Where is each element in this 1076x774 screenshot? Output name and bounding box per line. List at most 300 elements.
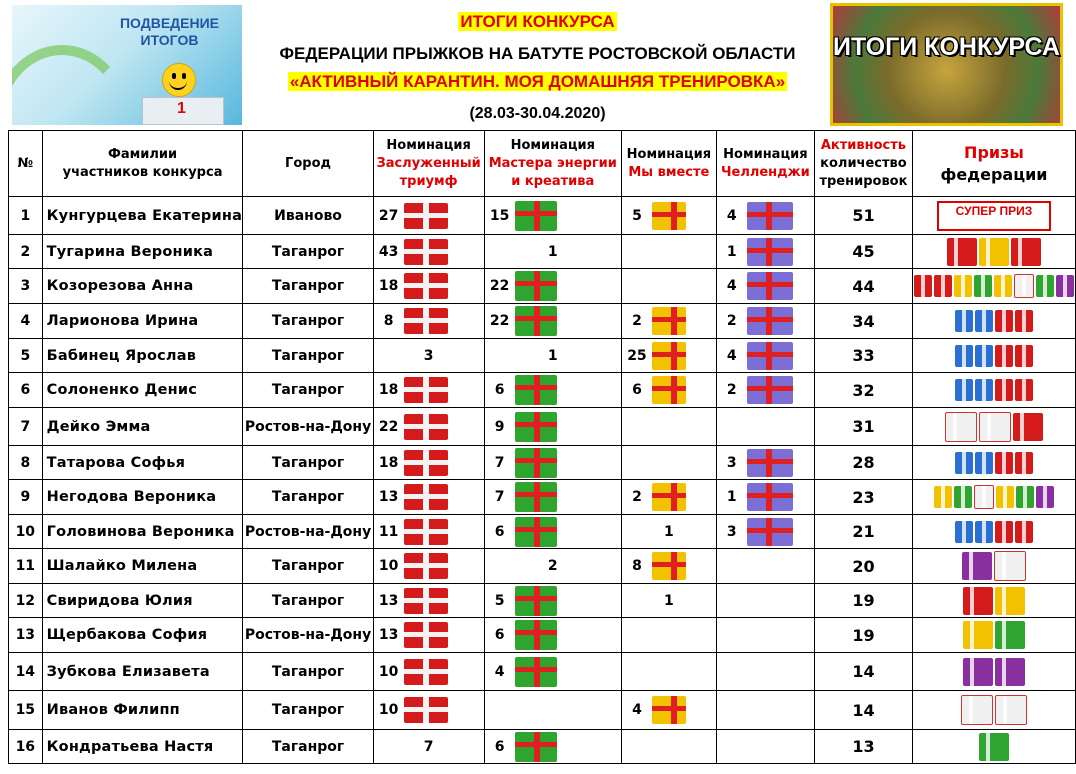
nomination-triumph — [373, 618, 484, 653]
row-number: 10 — [9, 515, 43, 549]
participant-name: Солоненко Денис — [42, 373, 243, 408]
activity-count: 32 — [814, 373, 912, 408]
nomination-score: 3 — [423, 347, 434, 364]
nomination-score: 5 — [494, 592, 505, 609]
participant-city: Таганрог — [243, 549, 373, 584]
nomination-score: 1 — [726, 243, 737, 260]
prize-gift-icon — [1015, 345, 1033, 367]
nomination-together — [621, 549, 716, 584]
nomination-score: 1 — [547, 243, 558, 260]
nomination-challenge — [716, 480, 814, 515]
nomination-challenge — [716, 618, 814, 653]
podium-icon — [142, 97, 224, 125]
gift-icon — [515, 375, 557, 405]
prize-gift-icon — [975, 521, 993, 543]
nomination-score: 10 — [378, 702, 399, 718]
gift-icon — [652, 342, 686, 370]
activity-count: 34 — [814, 304, 912, 339]
prize-gift-icon — [914, 275, 932, 297]
nomination-challenge — [716, 691, 814, 730]
nomination-score: 22 — [489, 278, 510, 294]
col-num: № — [9, 131, 43, 197]
nomination-score: 6 — [494, 382, 505, 398]
prize-gift-icon — [975, 452, 993, 474]
nomination-score: 27 — [378, 207, 399, 224]
table-row — [9, 618, 1076, 653]
table-row — [9, 304, 1076, 339]
gift-icon — [652, 376, 686, 404]
gift-icon — [404, 239, 448, 265]
federation-prizes — [912, 339, 1075, 373]
nomination-challenge — [716, 584, 814, 618]
col-activity: Активность количество тренировок — [814, 131, 912, 197]
nomination-score: 15 — [489, 207, 510, 224]
nomination-triumph — [373, 373, 484, 408]
activity-count: 14 — [814, 691, 912, 730]
super-prize-sticker: СУПЕР ПРИЗ — [937, 201, 1051, 231]
prize-gift-icon — [1015, 521, 1033, 543]
results-banner-text: ИТОГИ КОНКУРСА — [833, 33, 1060, 61]
participant-city: Таганрог — [243, 235, 373, 269]
nomination-together — [621, 691, 716, 730]
nomination-score: 9 — [494, 418, 505, 435]
nomination-energy — [484, 730, 621, 764]
nomination-score: 6 — [494, 627, 505, 643]
nomination-triumph — [373, 339, 484, 373]
nomination-triumph — [373, 730, 484, 764]
activity-count: 20 — [814, 549, 912, 584]
col-nomination-together: Номинация Мы вместе — [621, 131, 716, 197]
smiley-icon — [162, 63, 196, 97]
nomination-score: 6 — [494, 738, 505, 755]
prize-gift-icon — [1015, 310, 1033, 332]
nomination-score: 4 — [726, 347, 737, 364]
title-line-2: ФЕДЕРАЦИИ ПРЫЖКОВ НА БАТУТЕ РОСТОВСКОЙ ОБЛАСТИ — [279, 44, 796, 63]
prize-gift-icon — [975, 379, 993, 401]
nomination-score: 2 — [547, 558, 558, 574]
participant-city: Ростов-на-Дону — [243, 408, 373, 446]
nomination-score: 2 — [726, 382, 737, 398]
nomination-score: 1 — [726, 489, 737, 505]
prize-gift-icon — [974, 275, 992, 297]
participant-name: Шалайко Милена — [42, 549, 243, 584]
table-row — [9, 269, 1076, 304]
gift-icon — [404, 659, 448, 685]
participant-name: Иванов Филипп — [42, 691, 243, 730]
nomination-energy — [484, 549, 621, 584]
gift-icon — [652, 696, 686, 724]
prize-gift-icon — [995, 621, 1025, 649]
gift-icon — [404, 519, 448, 545]
gift-icon — [515, 620, 557, 650]
row-number: 14 — [9, 653, 43, 691]
table-row — [9, 691, 1076, 730]
podium-place: 1 — [177, 100, 186, 117]
nomination-together — [621, 197, 716, 235]
nomination-energy — [484, 408, 621, 446]
gift-icon — [652, 202, 686, 230]
participant-city: Таганрог — [243, 480, 373, 515]
row-number: 11 — [9, 549, 43, 584]
activity-count: 19 — [814, 618, 912, 653]
nomination-score: 1 — [663, 592, 674, 609]
nomination-score: 4 — [726, 278, 737, 294]
gift-icon — [515, 482, 557, 512]
col-nomination-triumph: Номинация Заслуженный триумф — [373, 131, 484, 197]
col-nomination-energy: Номинация Мастера энергии и креатива — [484, 131, 621, 197]
table-row — [9, 584, 1076, 618]
gift-icon — [404, 414, 448, 440]
gift-icon — [404, 377, 448, 403]
row-number: 5 — [9, 339, 43, 373]
nomination-triumph — [373, 691, 484, 730]
row-number: 3 — [9, 269, 43, 304]
table-row — [9, 480, 1076, 515]
nomination-score: 2 — [632, 313, 642, 329]
activity-count: 33 — [814, 339, 912, 373]
participant-name: Ларионова Ирина — [42, 304, 243, 339]
nomination-together — [621, 584, 716, 618]
gift-icon — [404, 308, 448, 334]
gift-icon — [515, 271, 557, 301]
nomination-together — [621, 618, 716, 653]
nomination-energy — [484, 446, 621, 480]
activity-count: 13 — [814, 730, 912, 764]
nomination-together — [621, 653, 716, 691]
nomination-score: 4 — [632, 702, 642, 718]
gift-icon — [515, 412, 557, 442]
gift-icon — [404, 450, 448, 476]
prize-gift-icon — [955, 521, 973, 543]
table-row — [9, 408, 1076, 446]
federation-prizes — [912, 480, 1075, 515]
nomination-together — [621, 408, 716, 446]
nomination-together — [621, 304, 716, 339]
nomination-challenge — [716, 269, 814, 304]
table-row — [9, 197, 1076, 235]
prize-gift-icon — [995, 695, 1027, 725]
nomination-challenge — [716, 549, 814, 584]
nomination-triumph — [373, 446, 484, 480]
prize-gift-icon — [955, 379, 973, 401]
nomination-score: 7 — [423, 738, 434, 755]
federation-prizes — [912, 269, 1075, 304]
federation-prizes — [912, 549, 1075, 584]
nomination-score: 10 — [378, 558, 399, 574]
title-line-3: «АКТИВНЫЙ КАРАНТИН. МОЯ ДОМАШНЯЯ ТРЕНИРОВКА» — [289, 72, 786, 91]
prize-gift-icon — [994, 551, 1026, 581]
row-number: 15 — [9, 691, 43, 730]
nomination-challenge — [716, 304, 814, 339]
federation-prizes — [912, 197, 1075, 235]
participant-city: Таганрог — [243, 653, 373, 691]
nomination-triumph — [373, 480, 484, 515]
prize-gift-icon — [963, 621, 993, 649]
federation-prizes — [912, 373, 1075, 408]
nomination-score: 7 — [494, 454, 505, 471]
nomination-triumph — [373, 584, 484, 618]
federation-prizes — [912, 446, 1075, 480]
federation-prizes — [912, 618, 1075, 653]
nomination-challenge — [716, 339, 814, 373]
gift-icon — [747, 449, 793, 477]
prize-gift-icon — [974, 485, 994, 509]
participant-name: Зубкова Елизавета — [42, 653, 243, 691]
nomination-triumph — [373, 408, 484, 446]
participant-name: Негодова Вероника — [42, 480, 243, 515]
nomination-energy — [484, 269, 621, 304]
prize-gift-icon — [955, 310, 973, 332]
prize-gift-icon — [1014, 274, 1034, 298]
row-number: 6 — [9, 373, 43, 408]
nomination-score: 7 — [494, 489, 505, 505]
federation-prizes — [912, 304, 1075, 339]
activity-count: 14 — [814, 653, 912, 691]
nomination-challenge — [716, 373, 814, 408]
federation-prizes — [912, 691, 1075, 730]
federation-prizes — [912, 584, 1075, 618]
nomination-score: 8 — [632, 558, 642, 574]
nomination-score: 10 — [378, 663, 399, 680]
gift-icon — [404, 697, 448, 723]
nomination-score: 11 — [378, 523, 399, 540]
nomination-together — [621, 269, 716, 304]
federation-prizes — [912, 515, 1075, 549]
prize-gift-icon — [945, 412, 977, 442]
swoosh-decoration — [12, 45, 132, 125]
table-row — [9, 515, 1076, 549]
gift-icon — [515, 586, 557, 616]
gift-icon — [515, 657, 557, 687]
activity-count: 31 — [814, 408, 912, 446]
nomination-score: 1 — [663, 523, 674, 540]
table-row — [9, 653, 1076, 691]
gift-icon — [652, 307, 686, 335]
participant-city: Ростов-на-Дону — [243, 515, 373, 549]
nomination-score: 18 — [378, 278, 399, 294]
nomination-challenge — [716, 197, 814, 235]
results-banner — [830, 3, 1063, 126]
participant-city: Иваново — [243, 197, 373, 235]
nomination-energy — [484, 653, 621, 691]
title-dates: (28.03-30.04.2020) — [469, 105, 606, 122]
nomination-energy — [484, 480, 621, 515]
row-number: 2 — [9, 235, 43, 269]
nomination-together — [621, 235, 716, 269]
prize-gift-icon — [954, 486, 972, 508]
prize-gift-icon — [1013, 413, 1043, 441]
prize-gift-icon — [995, 310, 1013, 332]
prize-gift-icon — [934, 275, 952, 297]
activity-count: 44 — [814, 269, 912, 304]
col-name: Фамилии участников конкурса — [42, 131, 243, 197]
nomination-challenge — [716, 515, 814, 549]
participant-city: Таганрог — [243, 691, 373, 730]
federation-prizes — [912, 730, 1075, 764]
nomination-score: 13 — [378, 489, 399, 505]
activity-count: 28 — [814, 446, 912, 480]
prize-gift-icon — [975, 345, 993, 367]
gift-icon — [404, 553, 448, 579]
gift-icon — [747, 307, 793, 335]
table-row — [9, 549, 1076, 584]
prize-gift-icon — [947, 238, 977, 266]
table-row — [9, 235, 1076, 269]
summary-banner — [12, 5, 242, 125]
row-number: 16 — [9, 730, 43, 764]
nomination-score: 13 — [378, 627, 399, 643]
activity-count: 45 — [814, 235, 912, 269]
nomination-triumph — [373, 549, 484, 584]
nomination-energy — [484, 515, 621, 549]
activity-count: 21 — [814, 515, 912, 549]
results-table — [8, 130, 1076, 764]
nomination-score: 4 — [494, 663, 505, 680]
prize-gift-icon — [1056, 275, 1074, 297]
prize-gift-icon — [1015, 379, 1033, 401]
nomination-together — [621, 339, 716, 373]
participant-name: Тугарина Вероника — [42, 235, 243, 269]
nomination-score: 2 — [726, 313, 737, 329]
table-header-row — [9, 131, 1076, 197]
participant-name: Кондратьева Настя — [42, 730, 243, 764]
nomination-triumph — [373, 269, 484, 304]
participant-city: Таганрог — [243, 373, 373, 408]
federation-prizes — [912, 653, 1075, 691]
prize-gift-icon — [979, 238, 1009, 266]
nomination-challenge — [716, 408, 814, 446]
prize-gift-icon — [961, 695, 993, 725]
gift-icon — [515, 517, 557, 547]
nomination-energy — [484, 691, 621, 730]
gift-icon — [404, 588, 448, 614]
nomination-triumph — [373, 197, 484, 235]
nomination-energy — [484, 304, 621, 339]
participant-name: Бабинец Ярослав — [42, 339, 243, 373]
participant-city: Таганрог — [243, 584, 373, 618]
gift-icon — [652, 483, 686, 511]
prize-gift-icon — [995, 452, 1013, 474]
nomination-score: 8 — [383, 313, 394, 329]
participant-city: Таганрог — [243, 339, 373, 373]
row-number: 9 — [9, 480, 43, 515]
prize-gift-icon — [995, 345, 1013, 367]
participant-name: Козорезова Анна — [42, 269, 243, 304]
nomination-energy — [484, 584, 621, 618]
prize-gift-icon — [979, 412, 1011, 442]
nomination-energy — [484, 618, 621, 653]
nomination-score: 3 — [726, 454, 737, 471]
prize-gift-icon — [994, 275, 1012, 297]
nomination-challenge — [716, 235, 814, 269]
gift-icon — [747, 483, 793, 511]
nomination-triumph — [373, 235, 484, 269]
prize-gift-icon — [1016, 486, 1034, 508]
prize-gift-icon — [955, 452, 973, 474]
prize-gift-icon — [1015, 452, 1033, 474]
table-row — [9, 730, 1076, 764]
federation-prizes — [912, 235, 1075, 269]
gift-icon — [404, 273, 448, 299]
nomination-energy — [484, 235, 621, 269]
title-line-1: ИТОГИ КОНКУРСА — [460, 12, 615, 31]
participant-city: Таганрог — [243, 304, 373, 339]
prize-gift-icon — [1011, 238, 1041, 266]
nomination-score: 43 — [378, 243, 399, 260]
gift-icon — [747, 342, 793, 370]
participant-city: Таганрог — [243, 446, 373, 480]
col-city: Город — [243, 131, 373, 197]
summary-banner-text: ПОДВЕДЕНИЕ ИТОГОВ — [119, 15, 219, 48]
participant-city: Таганрог — [243, 730, 373, 764]
row-number: 8 — [9, 446, 43, 480]
prize-gift-icon — [975, 310, 993, 332]
row-number: 4 — [9, 304, 43, 339]
nomination-score: 22 — [378, 418, 399, 435]
row-number: 1 — [9, 197, 43, 235]
prize-gift-icon — [995, 587, 1025, 615]
nomination-energy — [484, 339, 621, 373]
participant-name: Дейко Эмма — [42, 408, 243, 446]
nomination-together — [621, 730, 716, 764]
activity-count: 51 — [814, 197, 912, 235]
table-row — [9, 446, 1076, 480]
nomination-score: 4 — [726, 207, 737, 224]
table-row — [9, 339, 1076, 373]
prize-gift-icon — [995, 658, 1025, 686]
activity-count: 19 — [814, 584, 912, 618]
nomination-score: 22 — [489, 313, 510, 329]
gift-icon — [404, 484, 448, 510]
prize-gift-icon — [1036, 486, 1054, 508]
gift-icon — [404, 203, 448, 229]
nomination-triumph — [373, 304, 484, 339]
participant-name: Свиридова Юлия — [42, 584, 243, 618]
prize-gift-icon — [934, 486, 952, 508]
gift-icon — [747, 202, 793, 230]
nomination-energy — [484, 197, 621, 235]
gift-icon — [747, 518, 793, 546]
col-prizes: Призы федерации — [912, 131, 1075, 197]
participant-name: Кунгурцева Екатерина — [42, 197, 243, 235]
nomination-score: 18 — [378, 382, 399, 398]
nomination-score: 3 — [726, 523, 737, 540]
nomination-together — [621, 515, 716, 549]
participant-name: Татарова Софья — [42, 446, 243, 480]
gift-icon — [515, 448, 557, 478]
prize-gift-icon — [954, 275, 972, 297]
participant-name: Щербакова София — [42, 618, 243, 653]
prize-gift-icon — [963, 658, 993, 686]
nomination-score: 6 — [632, 382, 642, 398]
gift-icon — [747, 238, 793, 266]
row-number: 13 — [9, 618, 43, 653]
prize-gift-icon — [962, 552, 992, 580]
participant-city: Ростов-на-Дону — [243, 618, 373, 653]
activity-count: 23 — [814, 480, 912, 515]
row-number: 12 — [9, 584, 43, 618]
prize-gift-icon — [955, 345, 973, 367]
gift-icon — [404, 622, 448, 648]
nomination-energy — [484, 373, 621, 408]
nomination-score: 5 — [632, 207, 642, 224]
nomination-score: 6 — [494, 523, 505, 540]
nomination-together — [621, 373, 716, 408]
nomination-score: 18 — [378, 454, 399, 471]
prize-gift-icon — [1036, 275, 1054, 297]
gift-icon — [747, 272, 793, 300]
gift-icon — [515, 201, 557, 231]
